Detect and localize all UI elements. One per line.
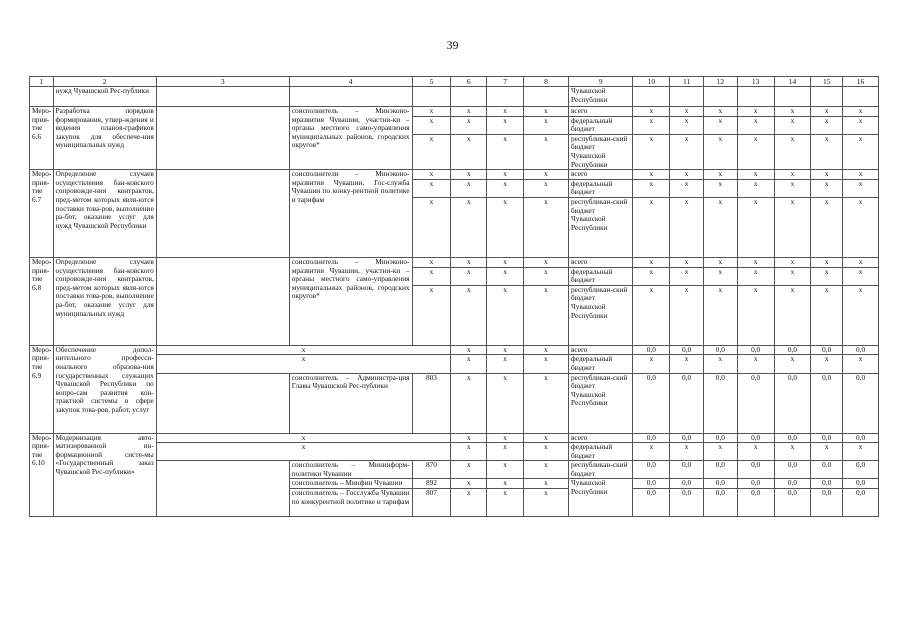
value-cell: х: [451, 116, 487, 134]
value-cell: 0,0: [737, 479, 774, 489]
header-cell: 6: [451, 77, 487, 87]
value-cell: 0,0: [633, 345, 670, 355]
executor: соисполнитель – Мининформ-политики Чувашии: [289, 461, 412, 479]
value-cell: 0,0: [703, 373, 737, 433]
value-cell: х: [156, 345, 451, 355]
value-cell: х: [523, 170, 568, 180]
value-cell: х: [670, 170, 704, 180]
value-cell: х: [523, 479, 568, 489]
value-cell: х: [451, 373, 487, 433]
value-cell: х: [523, 134, 568, 169]
budget-source: всего: [568, 170, 632, 180]
value-cell: 0,0: [670, 433, 704, 443]
value-cell: х: [737, 134, 774, 169]
value-cell: х: [487, 285, 524, 345]
value-cell: х: [670, 107, 704, 117]
value-cell: 0,0: [703, 433, 737, 443]
value-cell: х: [412, 170, 451, 180]
grbs-code: 803: [412, 373, 451, 433]
value-cell: х: [412, 179, 451, 197]
budget-source: всего: [568, 345, 632, 355]
table-row: [30, 345, 879, 355]
measure-name: Модернизация авто-матизированной ин-формационной систе-мы «Государственный заказ Чувашской Рес-публики»: [53, 433, 156, 517]
value-cell: х: [451, 433, 487, 443]
value-cell: 0,0: [774, 433, 811, 443]
value-cell: х: [737, 443, 774, 461]
value-cell: х: [811, 257, 843, 267]
value-cell: х: [843, 179, 879, 197]
executor: соисполнитель – Минэконо-мразвития Чувашии, участни-ки – органы местного само-управления муниципальных районов, городских округов*: [289, 107, 412, 170]
value-cell: 0,0: [811, 433, 843, 443]
value-cell: х: [774, 443, 811, 461]
value-cell: х: [811, 355, 843, 373]
value-cell: х: [633, 179, 670, 197]
value-cell: 0,0: [633, 479, 670, 489]
header-cell: 11: [670, 77, 704, 87]
value-cell: 0,0: [633, 461, 670, 479]
value-cell: х: [843, 134, 879, 169]
value-cell: х: [487, 489, 524, 517]
table-row: [30, 87, 879, 107]
value-cell: 0,0: [843, 479, 879, 489]
value-cell: 0,0: [843, 373, 879, 433]
table-row: [30, 257, 879, 267]
value-cell: 0,0: [670, 479, 704, 489]
value-cell: х: [737, 285, 774, 345]
value-cell: х: [412, 107, 451, 117]
value-cell: х: [487, 479, 524, 489]
table-row: [30, 355, 879, 373]
budget-source: федеральный бюджет: [568, 355, 632, 373]
value-cell: х: [811, 267, 843, 285]
value-cell: 0,0: [703, 345, 737, 355]
value-cell: 0,0: [670, 489, 704, 517]
value-cell: х: [774, 355, 811, 373]
value-cell: х: [633, 197, 670, 257]
value-cell: х: [774, 116, 811, 134]
value-cell: х: [737, 355, 774, 373]
table-row: [30, 373, 879, 433]
value-cell: х: [487, 134, 524, 169]
value-cell: х: [703, 179, 737, 197]
executor: соисполнители – Минэконо-мразвития Чувашии, Гос-служба Чувашии по конку-рентной политике и тарифам: [289, 170, 412, 258]
budget-source: республикан-ский бюджет Чувашской Республики: [568, 197, 632, 257]
value-cell: х: [633, 134, 670, 169]
value-cell: х: [737, 107, 774, 117]
value-cell: х: [670, 267, 704, 285]
value-cell: х: [774, 107, 811, 117]
value-cell: х: [670, 134, 704, 169]
value-cell: х: [487, 257, 524, 267]
value-cell: х: [737, 116, 774, 134]
budget-source: федеральный бюджет: [568, 443, 632, 461]
page-number: 39: [446, 38, 459, 52]
value-cell: 0,0: [633, 433, 670, 443]
value-cell: х: [703, 197, 737, 257]
budget-source: республикан-ский бюджет Чувашской Республики: [568, 373, 632, 433]
value-cell: х: [451, 197, 487, 257]
value-cell: х: [412, 134, 451, 169]
value-cell: х: [633, 285, 670, 345]
header-cell: 12: [703, 77, 737, 87]
value-cell: х: [633, 267, 670, 285]
value-cell: х: [703, 443, 737, 461]
value-cell: х: [811, 134, 843, 169]
value-cell: х: [487, 345, 524, 355]
value-cell: 0,0: [811, 345, 843, 355]
value-cell: х: [811, 179, 843, 197]
value-cell: 0,0: [811, 373, 843, 433]
value-cell: х: [843, 267, 879, 285]
value-cell: 0,0: [703, 479, 737, 489]
value-cell: х: [451, 285, 487, 345]
value-cell: х: [451, 134, 487, 169]
value-cell: х: [811, 170, 843, 180]
header-row: [30, 77, 879, 87]
value-cell: х: [811, 285, 843, 345]
program-table: [29, 76, 879, 517]
value-cell: х: [487, 373, 524, 433]
value-cell: х: [487, 179, 524, 197]
grbs-code: 870: [412, 461, 451, 479]
value-cell: 0,0: [670, 461, 704, 479]
value-cell: х: [633, 116, 670, 134]
value-cell: х: [451, 345, 487, 355]
header-cell: 15: [811, 77, 843, 87]
value-cell: х: [703, 170, 737, 180]
table-row: [30, 170, 879, 180]
value-cell: х: [451, 489, 487, 517]
measure-name: Определение случаев осуществления бан-ковского сопровожде-ния контрактов, пред-метом которых явля-ются поставки това-ров, выполнение ра-бот, оказание услуг для муниципальных нужд: [53, 257, 156, 345]
value-cell: 0,0: [737, 461, 774, 479]
header-cell: 5: [412, 77, 451, 87]
budget-source: всего: [568, 433, 632, 443]
value-cell: 0,0: [670, 373, 704, 433]
value-cell: 0,0: [633, 489, 670, 517]
value-cell: х: [633, 257, 670, 267]
grbs-code: 892: [412, 479, 451, 489]
value-cell: х: [487, 443, 524, 461]
value-cell: 0,0: [774, 373, 811, 433]
header-cell: 3: [156, 77, 289, 87]
value-cell: х: [811, 116, 843, 134]
header-cell: 10: [633, 77, 670, 87]
value-cell: 0,0: [670, 345, 704, 355]
value-cell: х: [774, 257, 811, 267]
header-cell: 16: [843, 77, 879, 87]
value-cell: 0,0: [737, 433, 774, 443]
value-cell: х: [811, 443, 843, 461]
measure-name: нужд Чувашской Рес-публики: [53, 87, 156, 107]
value-cell: х: [487, 107, 524, 117]
executor: соисполнитель – Госслужба Чувашии по конкурентной политике и тарифам: [289, 489, 412, 517]
measure-name: Обеспечение допол-нительного професси-онального образова-ния государственных служащих Чувашской Республики по вопро-сам развития кон-трактной системы в сфере закупок това-ров, работ, услуг: [53, 345, 156, 433]
value-cell: х: [523, 179, 568, 197]
value-cell: х: [633, 355, 670, 373]
value-cell: х: [412, 257, 451, 267]
measure-code: Меро-прия-тие 6.8: [30, 257, 54, 345]
value-cell: 0,0: [737, 345, 774, 355]
value-cell: х: [523, 116, 568, 134]
value-cell: х: [451, 107, 487, 117]
header-cell: 7: [487, 77, 524, 87]
value-cell: 0,0: [843, 461, 879, 479]
value-cell: х: [523, 461, 568, 479]
value-cell: х: [670, 116, 704, 134]
value-cell: 0,0: [811, 479, 843, 489]
table-row: [30, 461, 879, 479]
value-cell: х: [412, 267, 451, 285]
executor: соисполнитель – Минфин Чувашии: [289, 479, 412, 489]
measure-code: Меро-прия-тие 6.9: [30, 345, 54, 433]
value-cell: х: [670, 257, 704, 267]
value-cell: 0,0: [737, 373, 774, 433]
budget-source: федеральный бюджет: [568, 267, 632, 285]
value-cell: х: [523, 285, 568, 345]
value-cell: 0,0: [774, 461, 811, 479]
header-cell: 1: [30, 77, 54, 87]
value-cell: х: [774, 179, 811, 197]
value-cell: х: [811, 107, 843, 117]
header-cell: 2: [53, 77, 156, 87]
value-cell: х: [737, 267, 774, 285]
value-cell: х: [487, 355, 524, 373]
value-cell: х: [703, 257, 737, 267]
budget-source: всего: [568, 257, 632, 267]
budget-source: республикан-ский бюджет Чувашской Республики: [568, 134, 632, 169]
measure-code: Меро-прия-тие 6.10: [30, 433, 54, 517]
value-cell: х: [523, 267, 568, 285]
header-cell: 14: [774, 77, 811, 87]
measure-name: Определение случаев осуществления бан-ковского сопровожде-ния контрактов, пред-метом которых явля-ются поставки това-ров, выполнение ра-бот, оказание услуг для нужд Чувашской Республики: [53, 170, 156, 258]
measure-name: Разработка порядков формирования, утвер-ждения и ведения планов-графиков закупок для обеспече-ния муниципальных нужд: [53, 107, 156, 170]
value-cell: х: [451, 355, 487, 373]
table-row: [30, 433, 879, 443]
value-cell: х: [670, 197, 704, 257]
budget-source: Чувашской Республики: [568, 87, 632, 107]
value-cell: 0,0: [774, 489, 811, 517]
value-cell: х: [523, 355, 568, 373]
value-cell: х: [703, 285, 737, 345]
header-cell: 8: [523, 77, 568, 87]
value-cell: х: [523, 107, 568, 117]
budget-source: федеральный бюджет: [568, 179, 632, 197]
value-cell: х: [451, 267, 487, 285]
value-cell: х: [156, 443, 451, 461]
value-cell: х: [737, 257, 774, 267]
value-cell: х: [633, 107, 670, 117]
value-cell: х: [670, 443, 704, 461]
value-cell: х: [843, 170, 879, 180]
value-cell: 0,0: [774, 345, 811, 355]
value-cell: х: [523, 345, 568, 355]
header-cell: 4: [289, 77, 412, 87]
value-cell: х: [523, 443, 568, 461]
value-cell: х: [843, 257, 879, 267]
header-cell: 13: [737, 77, 774, 87]
value-cell: х: [703, 267, 737, 285]
value-cell: х: [451, 443, 487, 461]
value-cell: х: [451, 479, 487, 489]
value-cell: х: [774, 197, 811, 257]
executor: соисполнитель – Администра-ция Главы Чувашской Рес-публики: [289, 373, 412, 433]
value-cell: 0,0: [843, 345, 879, 355]
value-cell: 0,0: [633, 373, 670, 433]
value-cell: х: [670, 285, 704, 345]
value-cell: х: [412, 116, 451, 134]
value-cell: х: [703, 107, 737, 117]
value-cell: х: [843, 355, 879, 373]
value-cell: х: [774, 170, 811, 180]
value-cell: х: [843, 107, 879, 117]
table-row: [30, 107, 879, 117]
table-row: [30, 443, 879, 461]
value-cell: х: [737, 179, 774, 197]
value-cell: х: [487, 197, 524, 257]
budget-source: республикан-ский бюджет: [568, 461, 632, 479]
value-cell: 0,0: [843, 433, 879, 443]
value-cell: х: [523, 257, 568, 267]
value-cell: х: [774, 134, 811, 169]
value-cell: х: [633, 170, 670, 180]
value-cell: х: [670, 179, 704, 197]
value-cell: х: [670, 355, 704, 373]
budget-source: всего: [568, 107, 632, 117]
value-cell: 0,0: [737, 489, 774, 517]
value-cell: х: [703, 116, 737, 134]
budget-source: республикан-ский бюджет Чувашской Республики: [568, 285, 632, 345]
value-cell: х: [633, 443, 670, 461]
value-cell: х: [412, 285, 451, 345]
value-cell: 0,0: [703, 489, 737, 517]
value-cell: х: [737, 197, 774, 257]
value-cell: х: [843, 116, 879, 134]
value-cell: х: [811, 197, 843, 257]
value-cell: х: [774, 285, 811, 345]
value-cell: х: [451, 461, 487, 479]
value-cell: х: [487, 170, 524, 180]
value-cell: х: [843, 285, 879, 345]
header-cell: 9: [568, 77, 632, 87]
value-cell: х: [843, 197, 879, 257]
budget-source: федеральный бюджет: [568, 116, 632, 134]
value-cell: х: [523, 489, 568, 517]
value-cell: х: [451, 170, 487, 180]
value-cell: х: [774, 267, 811, 285]
value-cell: х: [487, 267, 524, 285]
value-cell: х: [451, 179, 487, 197]
value-cell: 0,0: [703, 461, 737, 479]
value-cell: х: [737, 170, 774, 180]
value-cell: х: [156, 433, 451, 443]
value-cell: 0,0: [843, 489, 879, 517]
value-cell: х: [487, 433, 524, 443]
value-cell: 0,0: [774, 479, 811, 489]
measure-code: Меро-прия-тие 6.7: [30, 170, 54, 258]
value-cell: х: [487, 116, 524, 134]
measure-code: Меро-прия-тие 6.6: [30, 107, 54, 170]
value-cell: х: [703, 355, 737, 373]
value-cell: 0,0: [811, 489, 843, 517]
value-cell: х: [523, 373, 568, 433]
value-cell: х: [523, 197, 568, 257]
value-cell: х: [487, 461, 524, 479]
value-cell: х: [451, 257, 487, 267]
grbs-code: 807: [412, 489, 451, 517]
value-cell: х: [843, 443, 879, 461]
executor: соисполнитель – Минэконо-мразвития Чувашии, участни-ки – органы местного само-управления муниципальных районов, городских округов*: [289, 257, 412, 345]
budget-source: Чувашской Республики: [568, 479, 632, 517]
value-cell: 0,0: [811, 461, 843, 479]
value-cell: х: [703, 134, 737, 169]
value-cell: х: [523, 433, 568, 443]
value-cell: х: [156, 355, 451, 373]
value-cell: х: [412, 197, 451, 257]
